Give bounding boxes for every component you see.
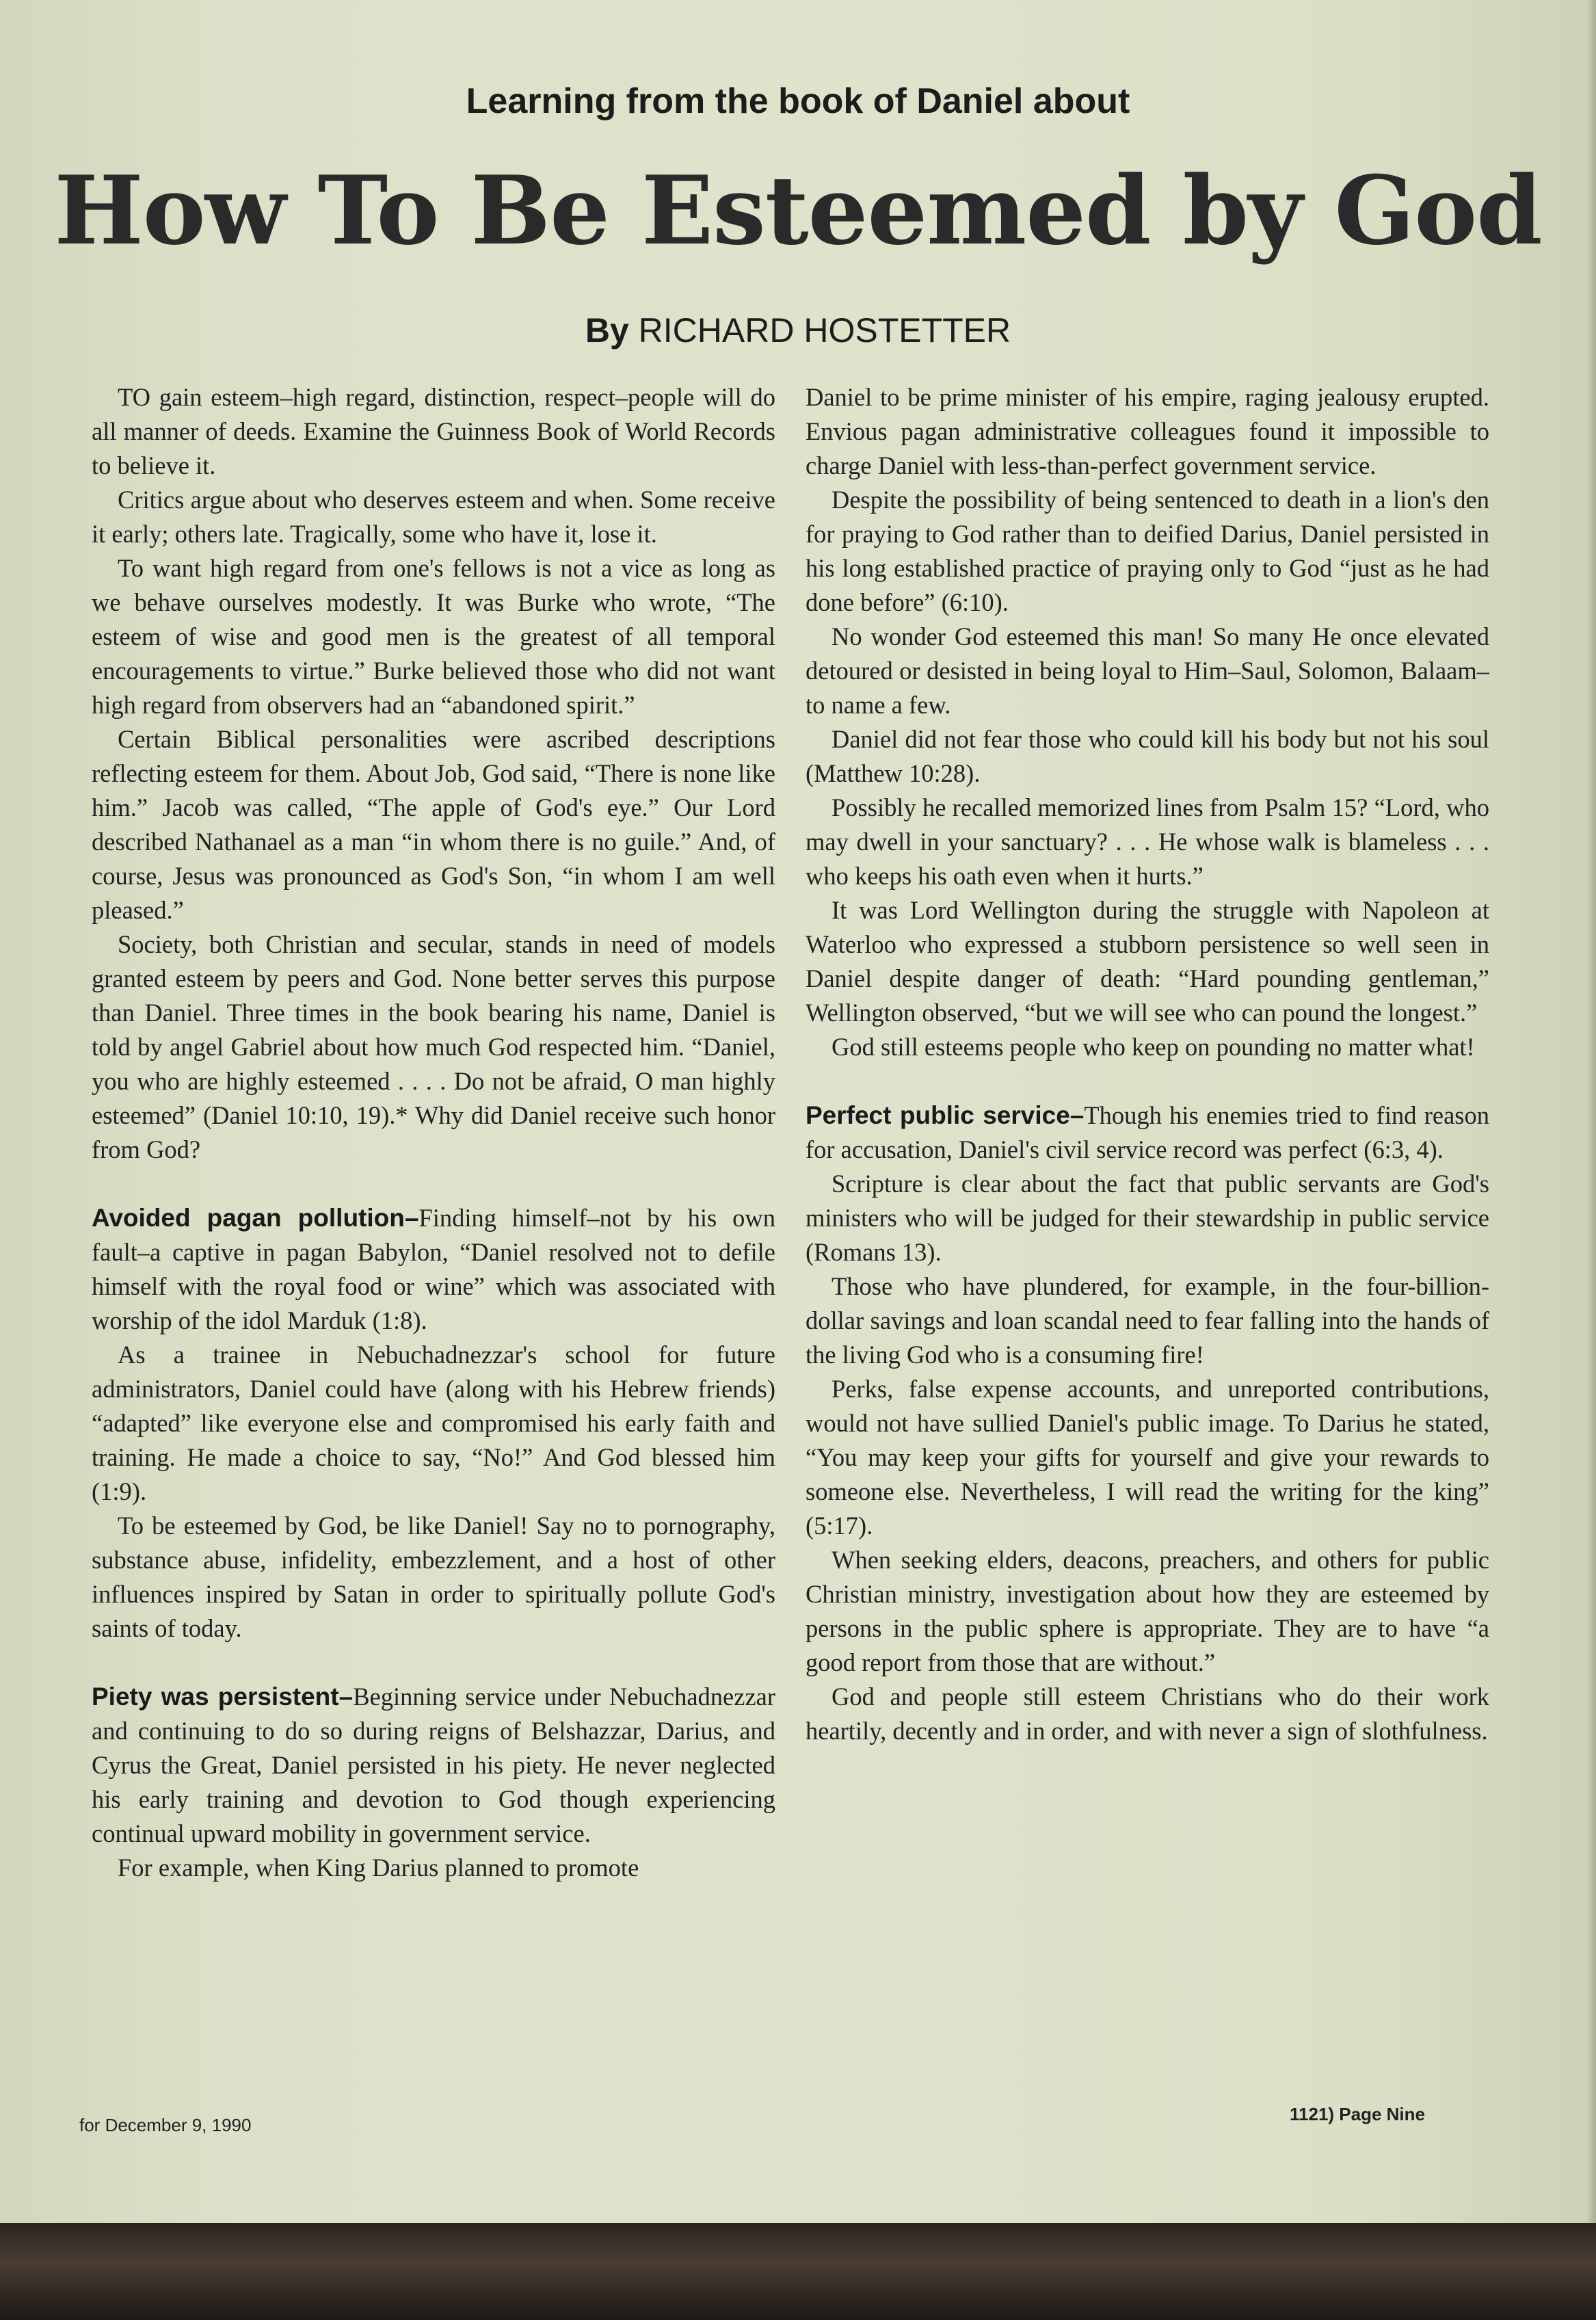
paragraph: Daniel did not fear those who could kill his body but not his soul (Matthew 10:28). [806,725,1489,787]
background-edge [0,2223,1596,2320]
paragraph-text: Beginning service under Nebuchadnezzar and continuing to do so during reigns of Belshazzar, Darius, and Cyrus the Great, Daniel persisted in his piety. He never neglected his early training and devotion to God though experiencing continual upward mobility in government service. [92,1683,776,1847]
section-paragraph [92,1201,775,1338]
byline-author: RICHARD HOSTETTER [638,311,1011,350]
paragraph: Scripture is clear about the fact that public servants are God's ministers who will be judged for their stewardship in public service (Romans 13). [806,1170,1489,1266]
paragraph: No wonder God esteemed this man! So many He once elevated detoured or desisted in being loyal to Him–Saul, Solomon, Balaam–to name a few. [806,622,1489,719]
page-number: 1121) Page Nine [1290,2104,1425,2124]
paragraph: As a trainee in Nebuchadnezzar's school for future administrators, Daniel could have (along with his Hebrew friends) “adapted” like everyone else and compromised his early faith and training. He made a choice to say, “No!” And God blessed him (1:9). [92,1341,775,1505]
section-paragraph [92,1680,775,1851]
section-heading-public-service: Perfect public service– [806,1101,1085,1129]
paragraph: For example, when King Darius planned to promote [118,1854,639,1882]
right-column [806,380,1489,1748]
issue-date: for December 9, 1990 [79,2115,252,2135]
paragraph: Society, both Christian and secular, stands in need of models granted esteem by peers and God. None better serves this purpose than Daniel. Three times in the book bearing his name, Daniel is told by angel Gabriel about how much God respected him. “Daniel, you who are highly esteemed . . . . Do not be afraid, O man highly esteemed” (Daniel 10:10, 19).* Why did Daniel receive such honor from God? [92,930,775,1163]
paragraph: Certain Biblical personalities were ascribed descriptions reflecting esteem for them. About Job, God said, “There is none like him.” Jacob was called, “The apple of God's eye.” Our Lord described Nathanael as a man “in whom there is no guile.” And, of course, Jesus was pronounced as God's Son, “in whom I am well pleased.” [92,725,775,924]
paragraph: Those who have plundered, for example, in the four-billion-dollar savings and loan scandal need to fear falling into the hands of the living God who is a consuming fire! [806,1272,1489,1369]
byline [0,311,1596,350]
paragraph-text: Finding himself–not by his own fault–a captive in pagan Babylon, “Daniel resolved not to defile himself with the royal food or wine” which was associated with worship of the idol Marduk (1:8). [92,1204,775,1334]
section-paragraph [806,1098,1489,1167]
article-title: How To Be Esteemed by God [54,155,1542,266]
paragraph: To be esteemed by God, be like Daniel! Say no to pornography, substance abuse, infidelity, embezzlement, and a host of other influences inspired by Satan in order to spiritually pollute God's saints of today. [92,1512,775,1642]
left-column [92,380,775,1885]
paragraph: To want high regard from one's fellows is not a vice as long as we behave ourselves modestly. It was Burke who wrote, “The esteem of wise and good men is the greatest of all temporal encouragements to virtue.” Burke believed those who did not want high regard from observers had an “abandoned spirit.” [92,554,775,719]
paragraph: Perks, false expense accounts, and unreported contributions, would not have sullied Daniel's public image. To Darius he stated, “You may keep your gifts for yourself and give your rewards to someone else. Nevertheless, I will read the writing for the king” (5:17). [806,1375,1489,1540]
section-heading-pagan-pollution: Avoided pagan pollution– [92,1204,419,1232]
paragraph: Daniel to be prime minister of his empire, raging jealousy erupted. Envious pagan administrative colleagues found it impossible to charge Daniel with less-than-perfect government service. [806,383,1489,479]
paragraph: When seeking elders, deacons, preachers, and others for public Christian ministry, investigation about how they are esteemed by persons in the public sphere is appropriate. They are to have “a good report from those that are without.” [806,1546,1489,1676]
paragraph: Despite the possibility of being sentenced to death in a lion's den for praying to God rather than to deified Darius, Daniel persisted in his long established practice of praying only to God “just as he had done before” (6:10). [806,486,1489,616]
paragraph: Critics argue about who deserves esteem and when. Some receive it early; others late. Tragically, some who have it, lose it. [92,486,775,548]
paragraph: TO gain esteem–high regard, distinction, respect–people will do all manner of deeds. Examine the Guinness Book of World Records to believe it. [92,383,775,479]
paragraph: God still esteems people who keep on pounding no matter what! [832,1033,1475,1061]
kicker-line: Learning from the book of Daniel about [466,81,1130,121]
paragraph: Possibly he recalled memorized lines from Psalm 15? “Lord, who may dwell in your sanctuary? . . . He whose walk is blameless . . . who keeps his oath even when it hurts.” [806,793,1489,890]
section-heading-piety: Piety was persistent– [92,1683,354,1711]
paragraph: It was Lord Wellington during the struggle with Napoleon at Waterloo who expressed a stubborn persistence so well seen in Daniel despite danger of death: “Hard pounding gentleman,” Wellington observed, “but we will see who can pound the longest.” [806,896,1489,1027]
paragraph: God and people still esteem Christians who do their work heartily, decently and in order, and with never a sign of slothfulness. [806,1683,1489,1745]
byline-prefix: By [585,311,629,350]
paragraph-text: Though his enemies tried to find reason for accusation, Daniel's civil service record was perfect (6:3, 4). [806,1101,1489,1163]
